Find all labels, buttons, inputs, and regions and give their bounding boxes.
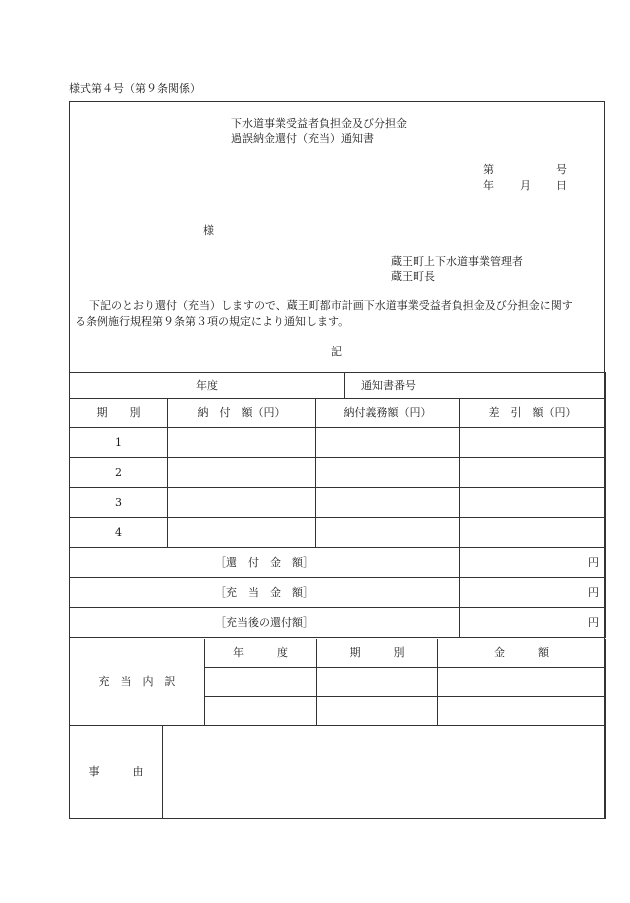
period-number: 1 (70, 428, 168, 458)
form-number-label: 様式第４号（第９条関係） (69, 82, 201, 95)
title-line-2: 過誤納金還付（充当）通知書 (231, 132, 374, 145)
header-obligation-amount: 納付義務額（円） (316, 398, 460, 428)
period-number: 4 (70, 518, 168, 548)
date-month-label: 月 (520, 179, 531, 192)
paid-amount-cell[interactable] (168, 488, 316, 518)
reason-label: 事 由 (70, 725, 163, 819)
notice-number-suffix: 号 (556, 163, 567, 176)
difference-cell[interactable] (460, 428, 606, 458)
difference-cell[interactable] (460, 518, 606, 548)
notice-number-label: 通知書番号 (345, 373, 606, 399)
header-period: 期 別 (70, 398, 168, 428)
paid-amount-cell[interactable] (168, 458, 316, 488)
table-row (70, 428, 606, 458)
allocation-header-period: 期 別 (317, 639, 438, 668)
paid-amount-cell[interactable] (168, 518, 316, 548)
table-row (70, 488, 606, 518)
payment-table (69, 398, 606, 638)
header-difference: 差 引 額（円） (460, 398, 606, 428)
header-paid-amount: 納 付 額（円） (168, 398, 316, 428)
obligation-amount-cell[interactable] (316, 428, 460, 458)
allocation-header-amount: 金 額 (438, 639, 606, 668)
period-number: 3 (70, 488, 168, 518)
allocation-amount-value[interactable]: 円 (460, 578, 606, 608)
difference-cell[interactable] (460, 458, 606, 488)
allocation-fiscal-year-cell[interactable] (205, 697, 317, 726)
reason-field[interactable] (163, 725, 606, 819)
obligation-amount-cell[interactable] (316, 488, 460, 518)
allocation-amount-row (70, 578, 606, 608)
recipient-honorific: 様 (203, 224, 214, 237)
reason-table (69, 725, 606, 819)
issuer-manager: 蔵王町上下水道事業管理者 (391, 255, 523, 268)
refund-amount-row (70, 548, 606, 578)
allocation-amount-label: ［充 当 金 額］ (70, 578, 460, 608)
allocation-period-cell[interactable] (317, 697, 438, 726)
allocation-fiscal-year-cell[interactable] (205, 668, 317, 697)
payment-table-header (70, 398, 606, 428)
obligation-amount-cell[interactable] (316, 518, 460, 548)
allocation-header-fiscal-year: 年 度 (205, 639, 317, 668)
post-allocation-refund-label: ［充当後の還付額］ (70, 608, 460, 638)
allocation-amount-cell[interactable] (438, 668, 606, 697)
obligation-amount-cell[interactable] (316, 458, 460, 488)
period-number: 2 (70, 458, 168, 488)
title-line-1: 下水道事業受益者負担金及び分担金 (231, 117, 407, 130)
allocation-amount-cell[interactable] (438, 697, 606, 726)
date-year-label: 年 (483, 179, 494, 192)
post-allocation-refund-value[interactable]: 円 (460, 608, 606, 638)
fiscal-year-label: 年度 (70, 373, 345, 399)
allocation-breakdown-label: 充 当 内 訳 (70, 639, 205, 726)
ki-heading: 記 (331, 345, 342, 358)
notice-number-prefix: 第 (483, 163, 494, 176)
date-day-label: 日 (556, 179, 567, 192)
body-text-line-1: 下記のとおり還付（充当）しますので、蔵王町都市計画下水道事業受益者負担金及び分担金に関す (89, 299, 573, 312)
table-row (70, 518, 606, 548)
body-text-line-2: る条例施行規程第９条第３項の規定により通知します。 (75, 315, 350, 328)
table-row (70, 458, 606, 488)
paid-amount-cell[interactable] (168, 428, 316, 458)
refund-amount-label: ［還 付 金 額］ (70, 548, 460, 578)
allocation-period-cell[interactable] (317, 668, 438, 697)
issuer-mayor: 蔵王町長 (391, 270, 435, 283)
refund-amount-value[interactable]: 円 (460, 548, 606, 578)
allocation-breakdown-table (69, 639, 606, 726)
fiscal-year-row (69, 372, 606, 399)
difference-cell[interactable] (460, 488, 606, 518)
post-allocation-refund-row (70, 608, 606, 638)
